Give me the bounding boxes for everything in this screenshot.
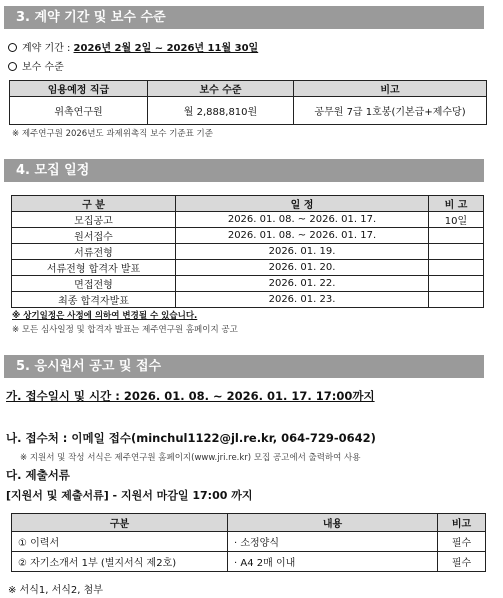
schedule-cell: 2026. 01. 20.: [176, 260, 429, 276]
documents-cell: · 소정양식: [228, 532, 438, 552]
schedule-cell: 원서접수: [12, 228, 176, 244]
application-contact: 나. 접수처 : 이메일 접수(minchul1122@jl.re.kr, 064-729-0642): [6, 431, 376, 445]
schedule-cell: 2026. 01. 19.: [176, 244, 429, 260]
schedule-cell: [429, 292, 484, 308]
pay-cell-rank: 위촉연구원: [10, 97, 148, 125]
pay-header-note: 비고: [294, 81, 487, 97]
table-row: [12, 228, 484, 244]
schedule-cell: 모집공고: [12, 212, 176, 228]
documents-cell: 필수: [438, 532, 486, 552]
schedule-change-note: ※ 상기일정은 사정에 의하여 변경될 수 있습니다.: [12, 311, 198, 321]
section-5-title: 5. 응시원서 공고 및 접수: [4, 355, 484, 378]
circle-bullet-icon: [8, 43, 17, 52]
schedule-cell: 2026. 01. 08. ~ 2026. 01. 17.: [176, 212, 429, 228]
pay-level-line: [8, 58, 64, 73]
documents-cell: ② 자기소개서 1부 (별지서식 제2호): [12, 552, 228, 572]
contract-period-value: 2026년 2월 2일 ~ 2026년 11월 30일: [73, 43, 259, 54]
documents-header-content: 내용: [228, 514, 438, 532]
pay-cell-note: 공무원 7급 1호봉(기본급+제수당): [294, 97, 487, 125]
pay-note: ※ 제주연구원 2026년도 과제위촉직 보수 기준표 기준: [12, 129, 213, 139]
schedule-cell: 10일: [429, 212, 484, 228]
table-row: [12, 532, 486, 552]
schedule-cell: [429, 244, 484, 260]
documents-subheading: [지원서 및 제출서류] - 지원서 마감일 17:00 까지: [6, 489, 253, 502]
footer-note: ※ 서식1, 서식2, 첨부: [8, 585, 103, 596]
table-row: [12, 260, 484, 276]
schedule-cell: [429, 276, 484, 292]
schedule-cell: 최종 합격자발표: [12, 292, 176, 308]
schedule-cell: 서류전형: [12, 244, 176, 260]
section-3-title: 3. 계약 기간 및 보수 수준: [4, 6, 484, 29]
pay-header-level: 보수 수준: [148, 81, 294, 97]
pay-cell-level: 월 2,888,810원: [148, 97, 294, 125]
documents-cell: 필수: [438, 552, 486, 572]
schedule-cell: 2026. 01. 22.: [176, 276, 429, 292]
schedule-header-category: 구 분: [12, 196, 176, 212]
pay-level-label: 보수 수준: [22, 62, 64, 73]
section-4-title: 4. 모집 일정: [4, 159, 484, 182]
schedule-cell: 면접전형: [12, 276, 176, 292]
schedule-cell: 2026. 01. 08. ~ 2026. 01. 17.: [176, 228, 429, 244]
schedule-cell: [429, 228, 484, 244]
schedule-table: [11, 195, 484, 308]
table-row: [12, 552, 486, 572]
schedule-cell: 서류전형 합격자 발표: [12, 260, 176, 276]
table-row: [12, 276, 484, 292]
pay-header-rank: 임용예정 직급: [10, 81, 148, 97]
table-row: [12, 292, 484, 308]
schedule-cell: 2026. 01. 23.: [176, 292, 429, 308]
application-period: 가. 접수일시 및 시간 : 2026. 01. 08. ~ 2026. 01. 17. 17:00까지: [6, 389, 375, 403]
schedule-cell: [429, 260, 484, 276]
documents-cell: · A4 2매 이내: [228, 552, 438, 572]
schedule-header-note: 비 고: [429, 196, 484, 212]
table-row: [12, 212, 484, 228]
schedule-header-date: 일 정: [176, 196, 429, 212]
contract-period-label: 계약 기간 :: [22, 43, 74, 54]
documents-header-category: 구분: [12, 514, 228, 532]
table-row: [12, 244, 484, 260]
circle-bullet-icon: [8, 62, 17, 71]
documents-table: [11, 513, 486, 572]
documents-header-note: 비고: [438, 514, 486, 532]
pay-table: [9, 80, 487, 125]
application-form-note: ※ 지원서 및 작성 서식은 제주연구원 홈페이지(www.jri.re.kr) 모집 공고에서 출력하여 사용: [20, 453, 361, 463]
documents-heading: 다. 제출서류: [6, 468, 70, 482]
schedule-announce-note: ※ 모든 심사일정 및 합격자 발표는 제주연구원 홈페이지 공고: [12, 325, 238, 335]
contract-period-line: [8, 39, 258, 54]
documents-cell: ① 이력서: [12, 532, 228, 552]
